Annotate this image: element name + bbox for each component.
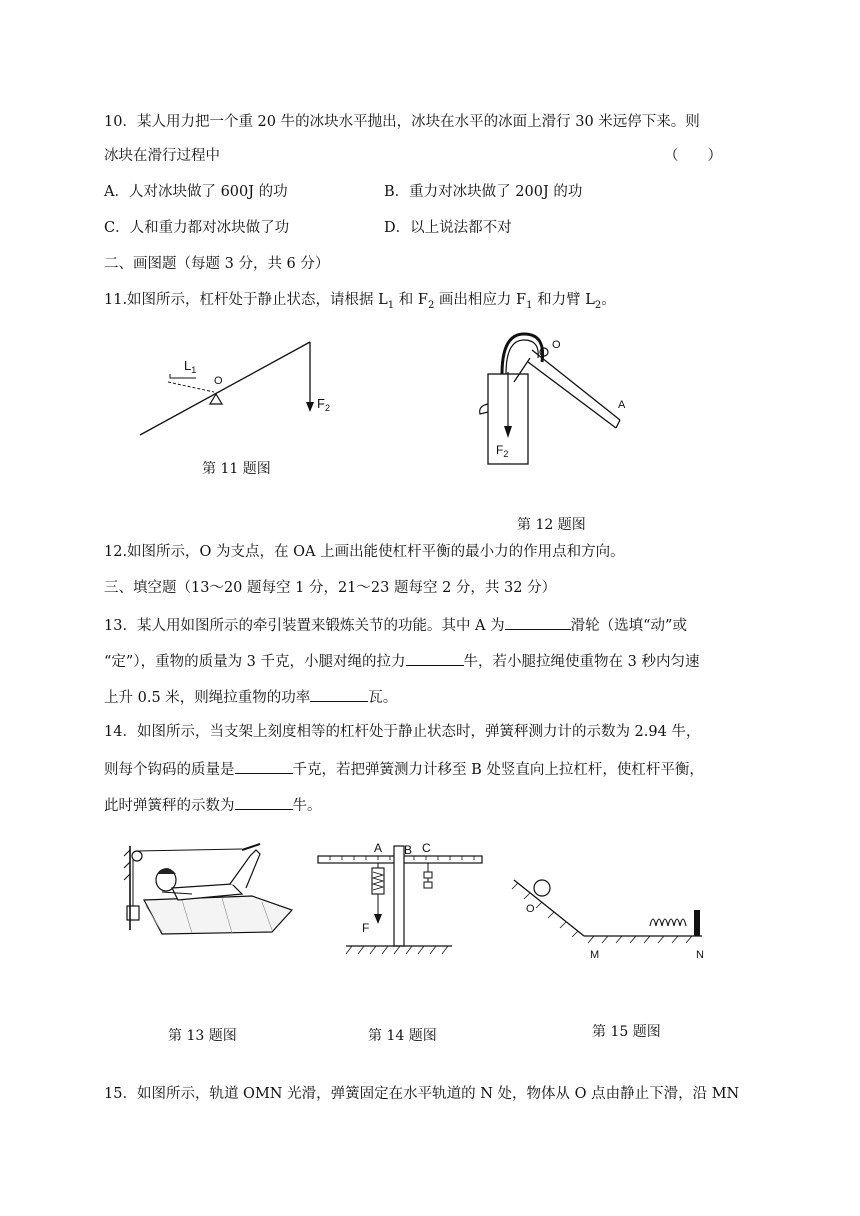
figure-14 — [316, 838, 486, 962]
q14-line3: 此时弹簧秤的示数为 牛。 — [104, 794, 322, 816]
option-d: D．以上说法都不对 — [384, 220, 512, 236]
figure-15 — [504, 866, 724, 966]
fig14-label-c: C — [422, 841, 431, 855]
q12-text: 12.如图所示，O 为支点，在 OA 上画出能使杠杆平衡的最小力的作用点和方向。 — [104, 544, 625, 560]
fig12-label-f2: $F_2$ — [496, 443, 509, 459]
q13-line2: “定”），重物的质量为 3 千克，小腿对绳的拉力 牛，若小腿拉绳使重物在 3 秒内匀速 — [104, 650, 699, 672]
q15-line1: 15．如图所示，轨道 OMN 光滑，弹簧固定在水平轨道的 N 处，物体从 O 点由静止下滑，沿 MN — [104, 1086, 740, 1102]
section-2-heading: 二、画图题（每题 3 分，共 6 分） — [104, 256, 330, 272]
option-a: A．人对冰块做了 600J 的功 — [104, 184, 288, 200]
fig12-label-o: O — [552, 339, 561, 351]
figure-13 — [122, 840, 302, 940]
fig15-label-n: N — [696, 949, 704, 961]
fig14-caption: 第 14 题图 — [368, 1028, 437, 1044]
fig11-label-f2: $F_2$ — [317, 396, 330, 413]
fig14-label-b: B — [404, 843, 413, 857]
fig12-label-a: A — [618, 399, 626, 411]
q10-line1: 10．某人用力把一个重 20 牛的冰块水平抛出，冰块在水平的冰面上滑行 30 米远停下来。则 — [104, 114, 700, 130]
fig15-caption: 第 15 题图 — [592, 1024, 661, 1040]
figure-11 — [130, 330, 330, 440]
fig14-label-f: F — [362, 921, 370, 935]
q14-line1: 14．如图所示，当支架上刻度相等的杠杆处于静止状态时，弹簧秤测力计的示数为 2.94 牛， — [104, 724, 701, 740]
answer-paren: （ ） — [664, 148, 722, 164]
figure-12 — [472, 322, 642, 467]
fig11-caption: 第 11 题图 — [202, 461, 271, 477]
section-3-heading: 三、填空题（13～20 题每空 1 分，21～23 题每空 2 分，共 32 分） — [104, 580, 557, 596]
option-b: B．重力对冰块做了 200J 的功 — [384, 184, 583, 200]
fig14-label-a: A — [374, 841, 383, 855]
option-c: C．人和重力都对冰块做了功 — [104, 220, 290, 236]
q14-line2: 则每个钩码的质量是 千克，若把弹簧测力计移至 B 处竖直向上拉杠杆，使杠杆平衡， — [104, 758, 704, 780]
fig12-caption: 第 12 题图 — [517, 517, 586, 533]
q13-line3: 上升 0.5 米，则绳拉重物的功率 瓦。 — [104, 686, 397, 708]
fig11-label-l1: $L_1$ — [184, 358, 197, 375]
q11-text: 11.如图所示，杠杆处于静止状态，请根据 $L_1$ 和 $F_2$ 画出相应力 $F_1$ 和力臂 $L_2$。 — [104, 292, 616, 311]
fig11-label-o: O — [214, 375, 223, 387]
fig15-label-o: O — [526, 903, 535, 915]
fig13-caption: 第 13 题图 — [168, 1028, 237, 1044]
fig15-label-m: M — [590, 949, 600, 961]
q13-line1: 13．某人用如图所示的牵引装置来锻炼关节的功能。其中 A 为 滑轮（选填“动”或 — [104, 614, 687, 636]
q10-line2: 冰块在滑行过程中 — [104, 148, 220, 164]
